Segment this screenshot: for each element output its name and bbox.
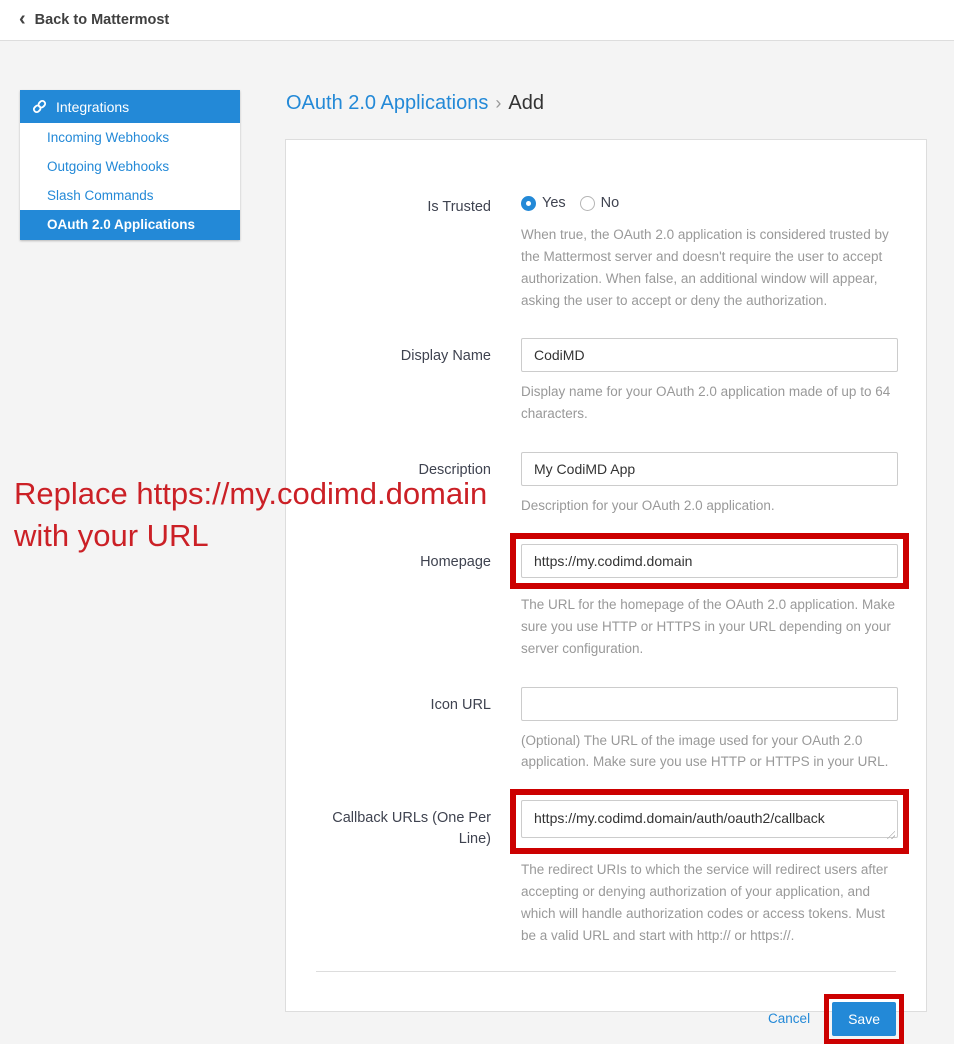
- description-help: Description for your OAuth 2.0 application.: [521, 498, 775, 514]
- display-name-row: [286, 338, 896, 425]
- sidebar-item-outgoing-webhooks[interactable]: Outgoing Webhooks: [47, 159, 170, 174]
- breadcrumb-separator-icon: ›: [495, 93, 502, 113]
- cancel-button[interactable]: Cancel: [768, 1011, 811, 1027]
- callback-urls-row: [286, 800, 896, 946]
- description-label: Description: [418, 462, 491, 479]
- sidebar-item-oauth-applications[interactable]: OAuth 2.0 Applications: [20, 210, 240, 240]
- homepage-help: The URL for the homepage of the OAuth 2.0 application. Make sure you use HTTP or HTTPS in your URL depending on your server configuration.: [521, 597, 895, 656]
- sidebar-item-incoming-webhooks[interactable]: Incoming Webhooks: [47, 130, 170, 145]
- is-trusted-yes-radio[interactable]: [521, 195, 566, 211]
- page-title: Add: [508, 92, 544, 114]
- icon-url-help: (Optional) The URL of the image used for your OAuth 2.0 application. Make sure you use HTTP or HTTPS in your URL.: [521, 732, 889, 770]
- sidebar-header-integrations[interactable]: [20, 90, 240, 123]
- annotation-line-1: Replace https://my.codimd.domain: [14, 476, 488, 511]
- homepage-row: [286, 544, 896, 660]
- is-trusted-radio-group: [521, 190, 898, 211]
- breadcrumb-parent-link[interactable]: OAuth 2.0 Applications: [286, 92, 489, 114]
- homepage-label: Homepage: [420, 554, 491, 571]
- is-trusted-label: Is Trusted: [427, 199, 491, 215]
- callback-urls-help: The redirect URIs to which the service will redirect users after accepting or denying authorization of your application, and which will handle authorization codes or access tokens. Must be a valid URL and start with http:// or https://.: [521, 862, 888, 943]
- description-input[interactable]: [521, 452, 898, 486]
- radio-selected-icon[interactable]: [521, 196, 536, 211]
- annotation-box-callback-urls: [510, 789, 909, 854]
- sidebar-header-label: Integrations: [56, 98, 130, 115]
- breadcrumb: [286, 92, 544, 115]
- integrations-sidebar: [20, 90, 240, 240]
- topbar: [0, 0, 954, 41]
- save-button[interactable]: Save: [832, 1002, 896, 1036]
- icon-url-row: [286, 687, 896, 774]
- annotation-box-save: [824, 994, 904, 1044]
- is-trusted-row: [286, 190, 896, 311]
- display-name-input[interactable]: [521, 338, 898, 372]
- link-icon: [32, 99, 47, 114]
- icon-url-label: Icon URL: [430, 696, 491, 713]
- is-trusted-no-label: No: [600, 195, 620, 211]
- back-chevron-icon: ‹: [19, 7, 26, 30]
- radio-unselected-icon[interactable]: [580, 196, 595, 211]
- is-trusted-no-radio[interactable]: [580, 195, 620, 211]
- annotation-box-homepage: [510, 533, 909, 589]
- annotation-text: [14, 473, 487, 558]
- sidebar-item-slash-commands[interactable]: Slash Commands: [47, 188, 154, 203]
- callback-urls-label: Callback URLs (One Per Line): [332, 810, 491, 847]
- form-panel: [285, 139, 927, 1027]
- display-name-label: Display Name: [400, 348, 491, 365]
- callback-urls-textarea[interactable]: [521, 800, 898, 838]
- is-trusted-help: When true, the OAuth 2.0 application is considered trusted by the Mattermost server and doesn't require the user to accept authorization. When false, an additional window will appear, asking the user to accept or deny the authorization.: [521, 227, 889, 308]
- display-name-help: Display name for your OAuth 2.0 application made of up to 64 characters.: [521, 384, 891, 422]
- homepage-input[interactable]: [521, 544, 898, 578]
- icon-url-input[interactable]: [521, 687, 898, 721]
- is-trusted-yes-label: Yes: [542, 195, 566, 211]
- back-to-mattermost-link[interactable]: Back to Mattermost: [34, 12, 170, 28]
- annotation-line-2: with your URL: [14, 518, 209, 554]
- footer-actions: [286, 972, 896, 1036]
